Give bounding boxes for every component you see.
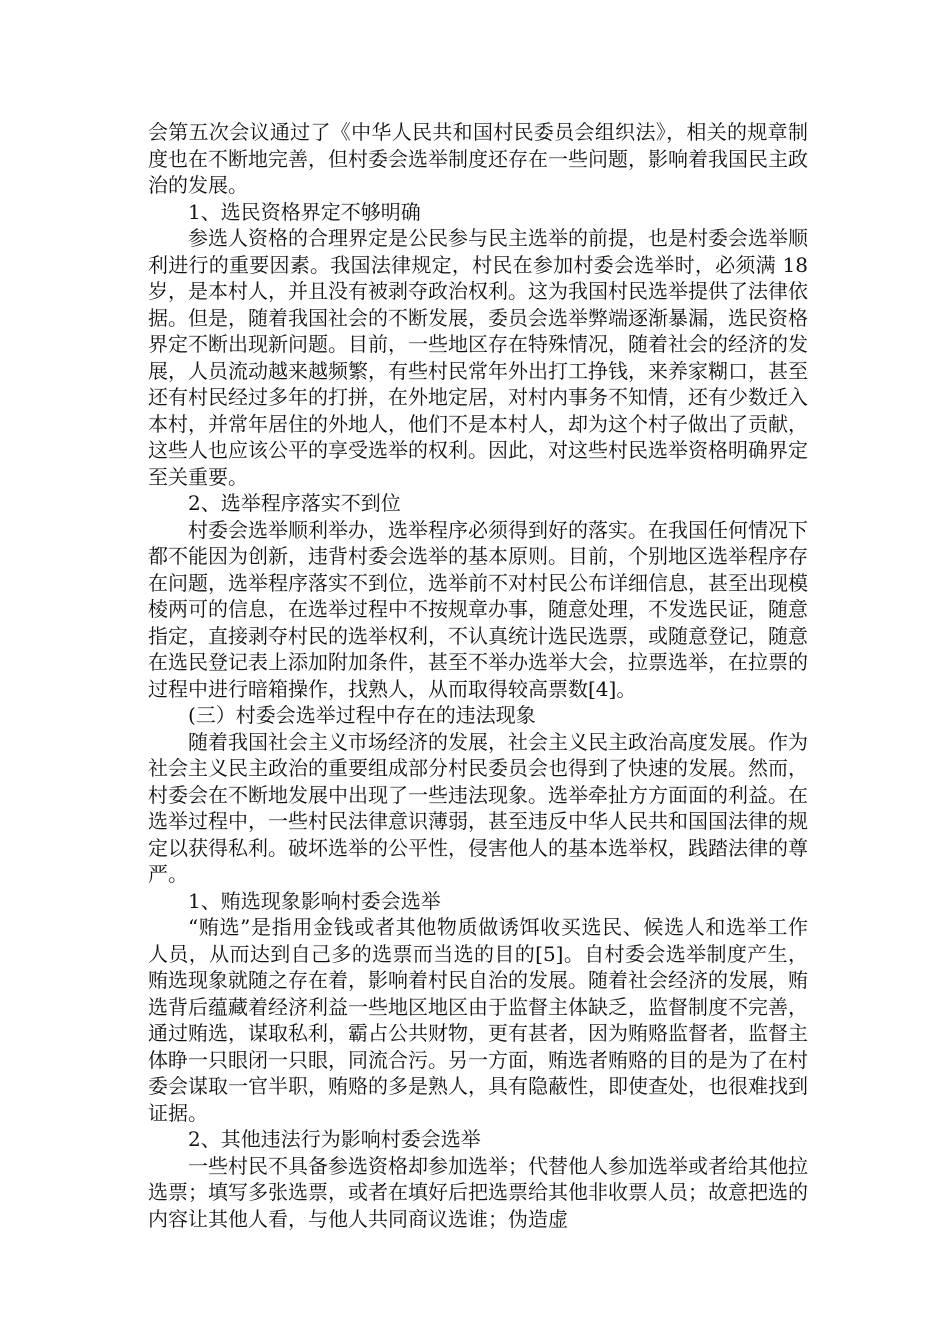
section-subheading: 1、选民资格界定不够明确: [188, 199, 421, 224]
document-page: [148, 119, 808, 1232]
body-paragraph: 村委会选举顺利举办，选举程序必须得到好的落实。在我国任何情况下都不能因为创新，违背村委会选举的基本原则。目前，个别地区选举程序存在问题，选举程序落实不到位，选举前不对村民公布详细信息，甚至出现模棱两可的信息，在选举过程中不按规章办事，随意处理，不发选民证，随意指定，直接剥夺村民的选举权利，不认真统计选民选票，或随意登记，随意在选民登记表上添加附加条件，甚至不举办选举大会，拉票选举，在拉票的过程中进行暗箱操作，找熟人，从而取得较高票数[4]。: [148, 517, 808, 701]
body-paragraph: “贿选”是指用金钱或者其他物质做诱饵收买选民、候选人和选举工作人员，从而达到自己多的选票而当选的目的[5]。自村委会选举制度产生，贿选现象就随之存在着，影响着村民自治的发展。随着社会经济的发展，贿选背后蕴藏着经济利益一些地区地区由于监督主体缺乏，监督制度不完善，通过贿选，谋取私利，霸占公共财物，更有甚者，因为贿赂监督者，监督主体睁一只眼闭一只眼，同流合污。另一方面，贿选者贿赂的目的是为了在村委会谋取一官半职，贿赂的多是熟人，具有隐蔽性，即使查处，也很难找到证据。: [148, 915, 808, 1125]
body-paragraph: 参选人资格的合理界定是公民参与民主选举的前提，也是村委会选举顺利进行的重要因素。我国法律规定，村民在参加村委会选举时，必须满 18 岁，是本村人，并且没有被剥夺政治权利。这为我国村民选举提供了法律依据。但是，随着我国社会的不断发展，委员会选举弊端逐渐暴漏，选民资格界定不断出现新问题。目前，一些地区存在特殊情况，随着社会的经济的发展，人员流动越来越频繁，有些村民常年外出打工挣钱，来养家糊口，甚至还有村民经过多年的打拼，在外地定居，对村内事务不知情，还有少数迁入本村，并常年居住的外地人，他们不是本村人，却为这个村子做出了贡献，这些人也应该公平的享受选举的权利。因此，对这些村民选举资格明确界定至关重要。: [148, 226, 808, 489]
section-subheading: 2、选举程序落实不到位: [188, 491, 401, 515]
body-paragraph: 一些村民不具备参选资格却参加选举；代替他人参加选举或者给其他拉选票；填写多张选票，或者在填好后把选票给其他非收票人员；故意把选的内容让其他人看，与他人共同商议选谁；伪造虚: [148, 1153, 808, 1231]
section-subheading: 2、其他违法行为影响村委会选举: [188, 1127, 481, 1151]
section-heading: (三）村委会选举过程中存在的违法现象: [188, 703, 536, 727]
section-subheading: 1、贿选现象影响村委会选举: [188, 888, 441, 913]
body-paragraph: 随着我国社会主义市场经济的发展，社会主义民主政治高度发展。作为社会主义民主政治的重要组成部分村民委员会也得到了快速的发展。然而，村委会在不断地发展中出现了一些违法现象。选举牵扯方方面面的利益。在选举过程中，一些村民法律意识薄弱，甚至违反中华人民共和国国法律的规定以获得私利。破坏选举的公平性，侵害他人的基本选举权，践踏法律的尊严。: [148, 729, 808, 886]
body-paragraph: 会第五次会议通过了《中华人民共和国村民委员会组织法》，相关的规章制度也在不断地完善，但村委会选举制度还存在一些问题，影响着我国民主政治的发展。: [148, 120, 808, 197]
